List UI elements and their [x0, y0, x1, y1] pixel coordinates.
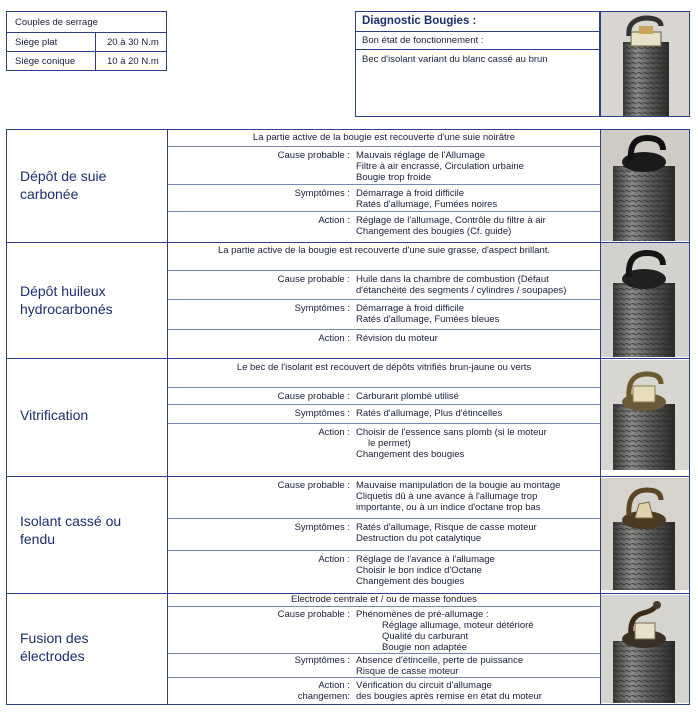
section-description: La partie active de la bougie est recouverte d'une suie grasse, d'aspect brillant. — [217, 245, 551, 256]
spark-plug-image — [601, 595, 689, 703]
item-label: Symptômes : — [294, 522, 350, 533]
item-text: Démarrage à froid difficile Ratés d'allumage, Fumées noires — [356, 188, 498, 210]
torque-row-label: Siège conique — [15, 56, 76, 67]
item-label: Action : — [318, 333, 350, 344]
item-label: Cause probable : — [277, 480, 350, 491]
section-description: La partie active de la bougie est recouverte d'une suie noirâtre — [252, 132, 516, 143]
spark-plug-image — [601, 243, 689, 357]
item-label: Symptômes : — [294, 655, 350, 666]
spark-plug-image — [601, 478, 689, 590]
item-label: Cause probable : — [277, 150, 350, 161]
item-text: Choisir de l'essence sans plomb (si le moteur le permet) Changement des bougies — [356, 427, 547, 460]
item-text: Mauvais réglage de l'Allumage Filtre à air encrassé, Circulation urbaine Bougie trop froide — [356, 150, 524, 183]
spark-plug-image — [601, 130, 689, 241]
torque-row-value: 20 à 30 N.m — [107, 37, 159, 48]
item-text: Huile dans la chambre de combustion (Défaut d'étanchéité des segments / cylindres / soupapes) — [356, 274, 567, 296]
torque-table-title: Couples de serrage — [15, 17, 98, 28]
item-label: Cause probable : — [277, 609, 350, 620]
item-label: Cause probable : — [277, 274, 350, 285]
section-description: Le bec de l'isolant est recouvert de dépôts vitrifiés brun-jaune ou verts — [236, 362, 532, 373]
item-label: Symptômes : — [294, 188, 350, 199]
item-text: Carburant plombé utilisé — [356, 391, 459, 402]
item-text: Ratés d'allumage, Plus d'étincelles — [356, 408, 503, 419]
item-text: Vérification du circuit d'allumage des bougies après remise en état du moteur — [356, 680, 542, 702]
item-label: Symptômes : — [294, 408, 350, 419]
section-isolant-casse — [6, 476, 690, 593]
item-text: Démarrage à froid difficile Ratés d'allumage, Fumées bleues — [356, 303, 500, 325]
item-label: Action : changemen: — [297, 680, 350, 702]
spark-plug-good-image — [600, 11, 690, 117]
section-title: Fusion des électrodes — [20, 630, 89, 664]
section-title: Vitrification — [20, 407, 89, 423]
section-title: Dépôt huileux hydrocarbonés — [20, 283, 113, 317]
section-title: Isolant cassé ou fendu — [20, 513, 122, 547]
section-vitrification — [6, 358, 690, 476]
item-label: Action : — [318, 554, 350, 565]
torque-table — [6, 11, 167, 71]
diagnostic-box — [355, 11, 600, 117]
diagnostic-text: Bec d'isolant variant du blanc cassé au brun — [362, 54, 548, 65]
section-huileux — [6, 242, 690, 358]
item-text: Révision du moteur — [356, 333, 438, 344]
item-text: Absence d'étincelle, perte de puissance Risque de casse moteur — [356, 655, 524, 677]
item-text: Réglage de l'allumage, Contrôle du filtre à air Changement des bougies (Cf. guide) — [356, 215, 546, 237]
item-text: Mauvaise manipulation de la bougie au montage Cliquetis dû à une avance à l'allumage trop importante, ou à un indice d'octane trop bas — [356, 480, 561, 513]
section-fusion — [6, 593, 690, 705]
item-label: Action : — [318, 215, 350, 226]
torque-row-label: Siège plat — [15, 37, 58, 48]
section-title: Dépôt de suie carbonée — [20, 168, 107, 202]
section-suie — [6, 129, 690, 242]
item-label: Action : — [318, 427, 350, 438]
item-text: Réglage de l'avance à l'allumage Choisir le bon indice d'Octane Changement des bougies — [356, 554, 495, 587]
item-label: Symptômes : — [294, 303, 350, 314]
item-text: Phénomènes de pré-allumage : Réglage allumage, moteur détérioré Qualité du carburant Bougie non adaptée — [356, 609, 534, 653]
diagnostic-subtitle: Bon état de fonctionnement : — [362, 35, 484, 46]
section-description: Electrode centrale et / ou de masse fondues — [291, 594, 477, 605]
diagnostic-title: Diagnostic Bougies : — [362, 15, 477, 27]
torque-row-value: 10 à 20 N.m — [107, 56, 159, 67]
spark-plug-image — [601, 360, 689, 470]
item-text: Ratés d'allumage, Risque de casse moteur Destruction du pot catalytique — [356, 522, 537, 544]
item-label: Cause probable : — [277, 391, 350, 402]
